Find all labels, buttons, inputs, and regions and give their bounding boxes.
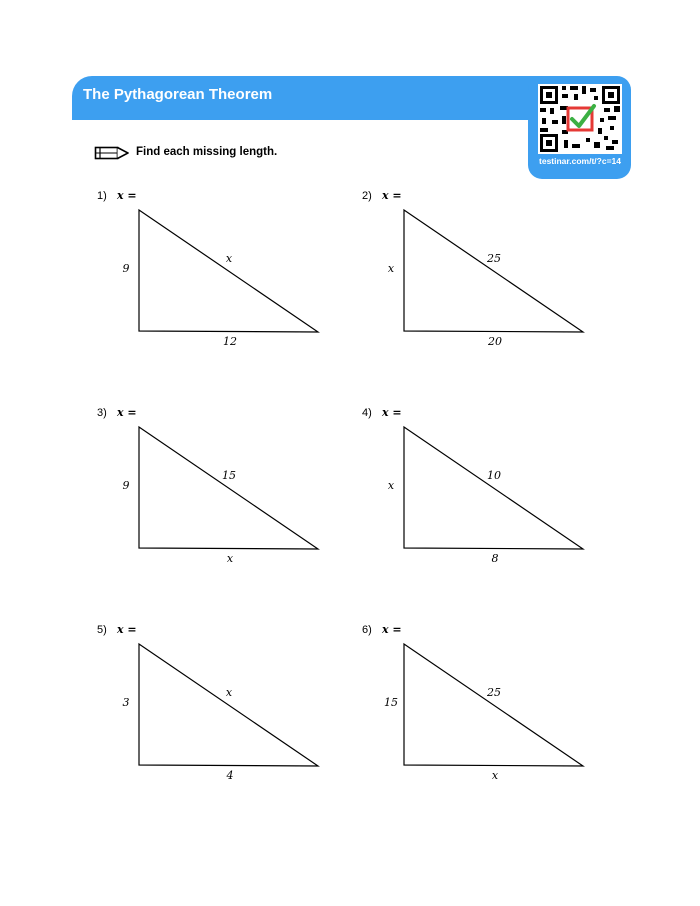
qr-code-icon <box>538 84 622 154</box>
answer-label[interactable]: x = <box>117 189 137 202</box>
hypotenuse-label: 10 <box>487 469 501 482</box>
leg-horizontal-label: 4 <box>226 769 234 782</box>
leg-horizontal-label: 8 <box>491 552 499 565</box>
leg-horizontal-label: 20 <box>488 335 502 348</box>
leg-vertical-label: 9 <box>122 262 130 275</box>
leg-vertical-label: x <box>387 262 395 275</box>
hypotenuse-label: 25 <box>487 686 501 699</box>
problem-number: 2) <box>362 190 372 202</box>
leg-vertical-label: 3 <box>122 696 130 709</box>
hypotenuse-label: 15 <box>222 469 236 482</box>
problem-1 <box>97 190 337 390</box>
leg-vertical-label: 15 <box>384 696 398 709</box>
pencil-icon <box>94 144 130 162</box>
hypotenuse-label: x <box>225 686 233 699</box>
answer-label[interactable]: x = <box>382 406 402 419</box>
leg-horizontal-label: x <box>491 769 499 782</box>
qr-url-text[interactable]: testinar.com/t/?c=14 <box>539 156 621 166</box>
problem-6 <box>362 624 602 824</box>
problem-number: 5) <box>97 624 107 636</box>
qr-code[interactable] <box>538 84 622 154</box>
leg-vertical-label: x <box>387 479 395 492</box>
leg-vertical-label: 9 <box>122 479 130 492</box>
leg-horizontal-label: 12 <box>223 335 237 348</box>
problem-number: 6) <box>362 624 372 636</box>
answer-label[interactable]: x = <box>117 406 137 419</box>
page-title: The Pythagorean Theorem <box>83 86 273 103</box>
problem-number: 3) <box>97 407 107 419</box>
hypotenuse-label: x <box>225 252 233 265</box>
answer-label[interactable]: x = <box>382 623 402 636</box>
problem-3 <box>97 407 337 607</box>
instruction-text: Find each missing length. <box>136 146 278 158</box>
problem-5 <box>97 624 337 824</box>
hypotenuse-label: 25 <box>487 252 501 265</box>
problem-2 <box>362 190 602 390</box>
answer-label[interactable]: x = <box>382 189 402 202</box>
problem-number: 4) <box>362 407 372 419</box>
leg-horizontal-label: x <box>226 552 234 565</box>
problem-number: 1) <box>97 190 107 202</box>
problem-4 <box>362 407 602 607</box>
answer-label[interactable]: x = <box>117 623 137 636</box>
